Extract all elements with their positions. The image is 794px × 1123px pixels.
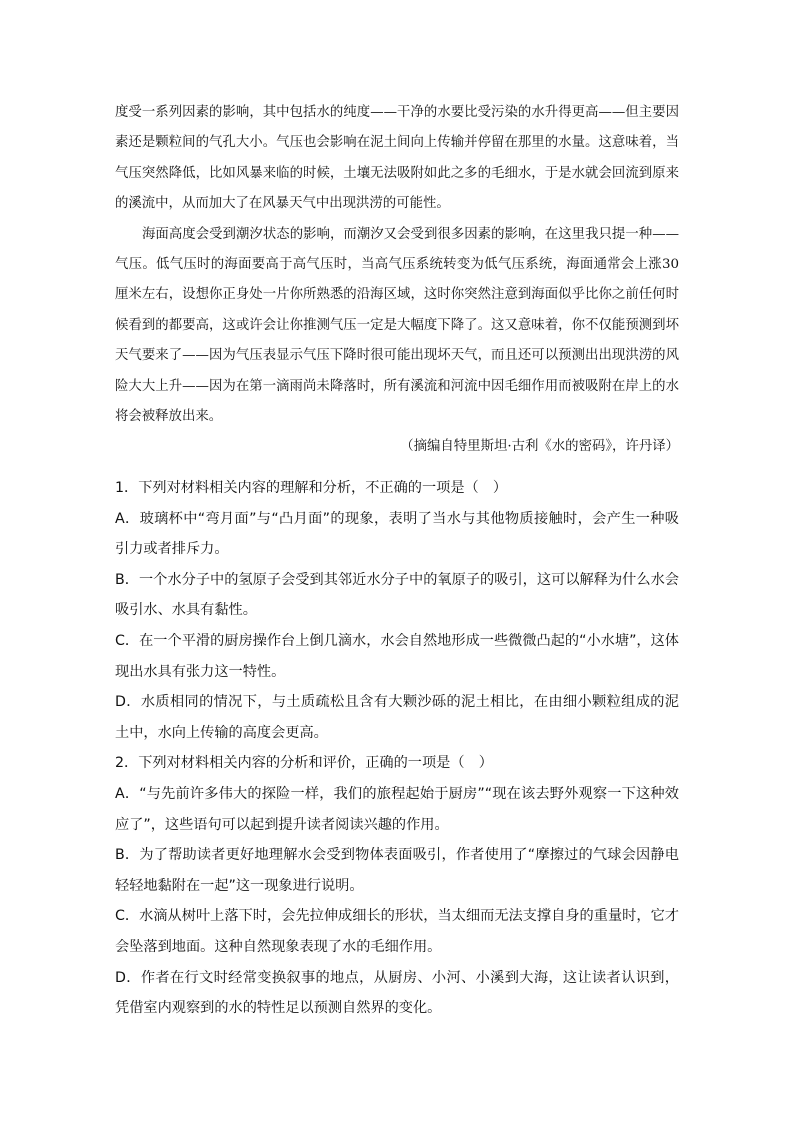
- question-option-b: B．为了帮助读者更好地理解水会受到物体表面吸引，作者使用了“摩擦过的气球会因静电轻轻地黏附在一起”这一现象进行说明。: [115, 847, 679, 894]
- question-option-c: C．在一个平滑的厨房操作台上倒几滴水，水会自然地形成一些微微凸起的“小水塘”，这体现出水具有张力这一特性。: [115, 632, 679, 680]
- passage-paragraph-1: 度受一系列因素的影响，其中包括水的纯度——干净的水要比受污染的水升得更高——但主要因素还是颗粒间的气孔大小。气压也会影响在泥土间向上传输并停留在那里的水量。这意味着，当气压突然降低，比如风暴来临的时候，土壤无法吸附如此之多的毛细水，于是水就会回流到原来的溪流中，从而加大了在风暴天气中出现洪涝的可能性。: [115, 105, 679, 212]
- question-option-d: D．作者在行文时经常变换叙事的地点，从厨房、小河、小溪到大海，这让读者认识到，凭借室内观察到的水的特性足以预测自然界的变化。: [115, 969, 679, 1017]
- question-option-a: A．玻璃杯中“弯月面”与“凸月面”的现象，表明了当水与其他物质接触时，会产生一种吸引力或者排斥力。: [115, 510, 679, 558]
- question-option-d: D．水质相同的情况下，与土质疏松且含有大颗沙砾的泥土相比，在由细小颗粒组成的泥土中，水向上传输的高度会更高。: [115, 694, 679, 741]
- question-stem: 1．下列对材料相关内容的理解和分析，不正确的一项是（ ）: [115, 480, 508, 496]
- question-2: [115, 748, 679, 1023]
- reading-passage: [115, 98, 679, 463]
- passage-paragraph-2: 海面高度会受到潮汐状态的影响，而潮汐又会受到很多因素的影响，在这里我只提一种——气压。低气压时的海面要高于高气压时，当高气压系统转变为低气压系统，海面通常会上涨30厘米左右，设想你正身处一片你所熟悉的沿海区域，这时你突然注意到海面似乎比你之前任何时候看到的都要高，这或许会让你推测气压一定是大幅度下降了。这又意味着，你不仅能预测到坏天气要来了——因为气压表显示气压下降时很可能出现坏天气，而且还可以预测出出现洪涝的风险大大上升——因为在第一滴雨尚未降落时，所有溪流和河流中因毛细作用而被吸附在岸上的水将会被释放出来。: [115, 226, 679, 425]
- question-option-b: B．一个水分子中的氢原子会受到其邻近水分子中的氧原子的吸引，这可以解释为什么水会吸引水、水具有黏性。: [115, 571, 679, 619]
- question-option-c: C．水滴从树叶上落下时，会先拉伸成细长的形状，当太细而无法支撑自身的重量时，它才会坠落到地面。这种自然现象表现了水的毛细作用。: [115, 908, 679, 955]
- question-option-a: A．“与先前许多伟大的探险一样，我们的旅程起始于厨房”“现在该去野外观察一下这种效应了”，这些语句可以起到提升读者阅读兴趣的作用。: [115, 785, 679, 833]
- question-list: [115, 473, 679, 1024]
- question-stem: 2．下列对材料相关内容的分析和评价，正确的一项是（ ）: [115, 755, 493, 772]
- question-1: [115, 473, 679, 748]
- passage-source: （摘编自特里斯坦·古利《水的密码》，许丹译）: [400, 439, 679, 455]
